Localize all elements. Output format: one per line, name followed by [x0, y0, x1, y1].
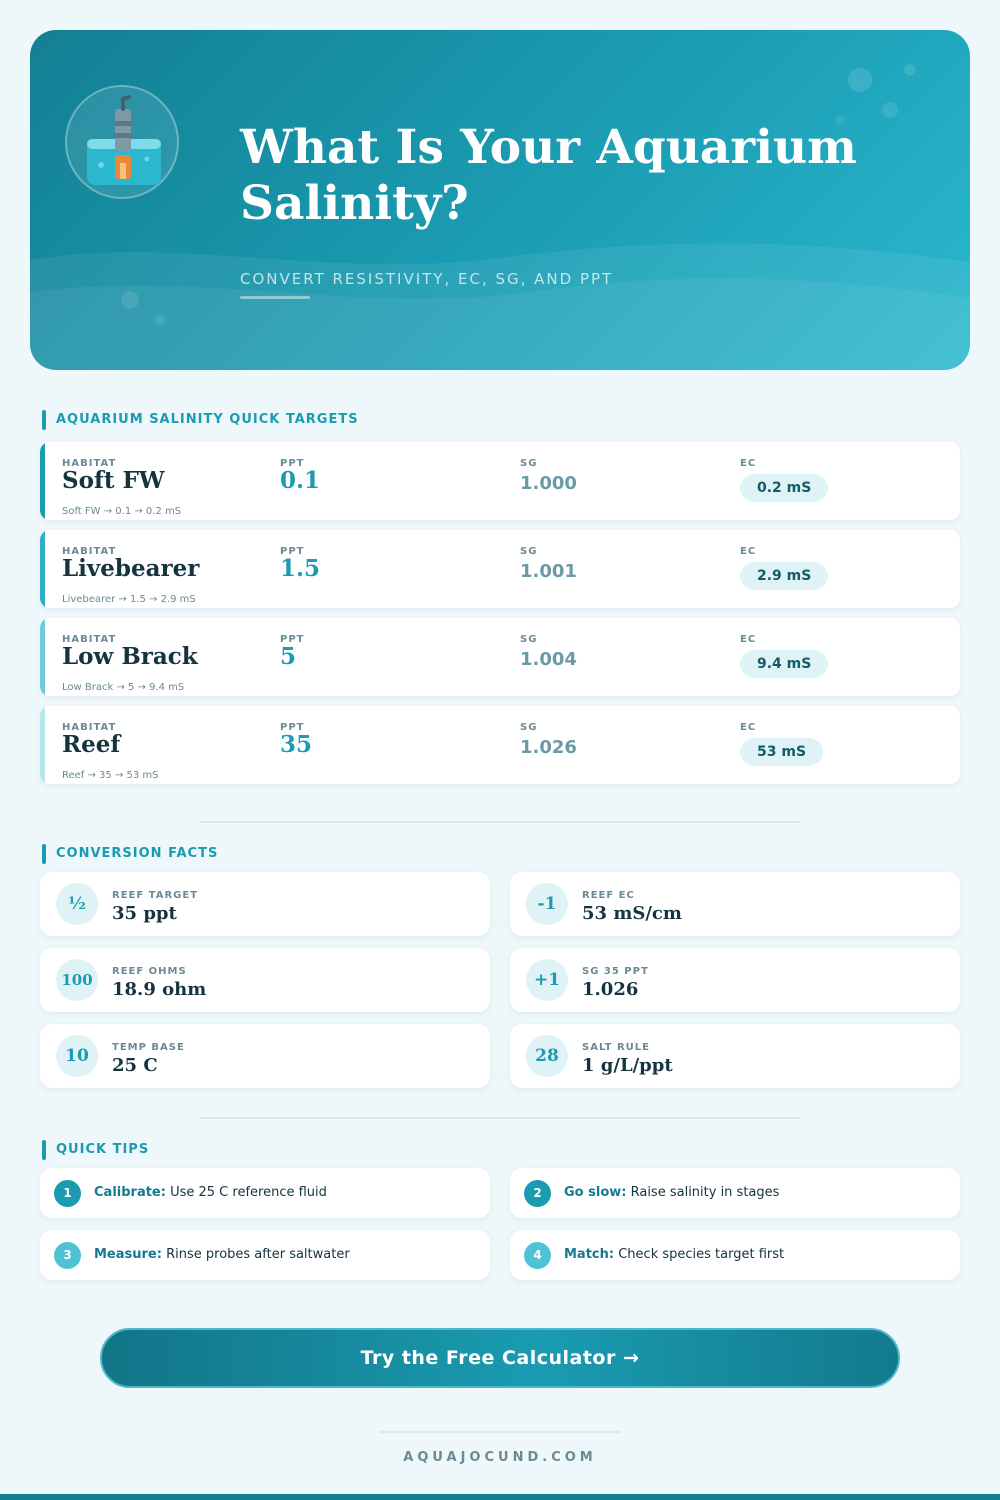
tip-text — [564, 1185, 779, 1200]
fact-badge: 28 — [526, 1035, 568, 1077]
sg-value: 1.004 — [520, 649, 577, 670]
tip-number-badge: 4 — [524, 1242, 551, 1269]
footer-divider — [380, 1431, 620, 1433]
page-title: What Is Your Aquarium Salinity? — [240, 120, 857, 231]
habitat-name: Low Brack — [62, 643, 198, 670]
ppt-label: PPT — [280, 546, 305, 557]
habitat-name: Soft FW — [62, 467, 165, 494]
fact-label: SALT RULE — [582, 1042, 650, 1053]
section-title-tips: QUICK TIPS — [42, 1140, 149, 1160]
row-accent-bar — [40, 530, 45, 608]
row-accent-bar — [40, 442, 45, 520]
ec-value-pill: 2.9 mS — [740, 562, 828, 590]
fact-card — [40, 872, 490, 936]
fact-card — [40, 1024, 490, 1088]
tip-card — [510, 1230, 960, 1280]
habitat-label: HABITAT — [62, 634, 117, 645]
fact-value: 53 mS/cm — [582, 903, 682, 924]
target-row — [40, 442, 960, 520]
ppt-label: PPT — [280, 634, 305, 645]
tip-title: Calibrate: — [94, 1185, 166, 1200]
fact-card — [510, 948, 960, 1012]
tip-text — [94, 1247, 350, 1262]
tip-number-badge: 1 — [54, 1180, 81, 1207]
subtitle-underline — [240, 296, 310, 299]
try-calculator-button[interactable]: Try the Free Calculator → — [100, 1328, 900, 1388]
tip-card — [510, 1168, 960, 1218]
fact-badge: +1 — [526, 959, 568, 1001]
row-accent-bar — [40, 706, 45, 784]
tip-card — [40, 1168, 490, 1218]
ppt-value: 5 — [280, 643, 297, 670]
habitat-label: HABITAT — [62, 546, 117, 557]
sg-label: SG — [520, 546, 538, 557]
fact-value: 1 g/L/ppt — [582, 1055, 673, 1076]
row-summary: Reef → 35 → 53 mS — [62, 770, 159, 781]
sg-value: 1.026 — [520, 737, 577, 758]
target-row — [40, 706, 960, 784]
ec-label: EC — [740, 634, 757, 645]
row-summary: Low Brack → 5 → 9.4 mS — [62, 682, 185, 693]
tip-text — [564, 1247, 784, 1262]
row-accent-bar — [40, 618, 45, 696]
fact-label: REEF EC — [582, 890, 635, 901]
tip-number-badge: 2 — [524, 1180, 551, 1207]
ppt-label: PPT — [280, 722, 305, 733]
ec-label: EC — [740, 458, 757, 469]
fact-label: REEF OHMS — [112, 966, 187, 977]
section-title-facts: CONVERSION FACTS — [42, 844, 218, 864]
section-divider — [200, 821, 800, 823]
ec-label: EC — [740, 546, 757, 557]
tip-card — [40, 1230, 490, 1280]
fact-value: 25 C — [112, 1055, 158, 1076]
sg-label: SG — [520, 722, 538, 733]
salinity-probe-icon — [65, 85, 179, 199]
fact-value: 1.026 — [582, 979, 639, 1000]
fact-card — [510, 872, 960, 936]
fact-label: REEF TARGET — [112, 890, 199, 901]
tip-title: Go slow: — [564, 1185, 627, 1200]
fact-label: SG 35 PPT — [582, 966, 649, 977]
fact-card — [40, 948, 490, 1012]
sg-value: 1.001 — [520, 561, 577, 582]
ec-value-pill: 53 mS — [740, 738, 823, 766]
ec-value-pill: 9.4 mS — [740, 650, 828, 678]
sg-value: 1.000 — [520, 473, 577, 494]
fact-card — [510, 1024, 960, 1088]
habitat-label: HABITAT — [62, 722, 117, 733]
ppt-value: 1.5 — [280, 555, 321, 582]
sg-label: SG — [520, 634, 538, 645]
tip-number-badge: 3 — [54, 1242, 81, 1269]
tip-title: Match: — [564, 1247, 615, 1262]
row-summary: Livebearer → 1.5 → 2.9 mS — [62, 594, 196, 605]
ppt-value: 0.1 — [280, 467, 321, 494]
tip-description: Rinse probes after saltwater — [166, 1247, 350, 1262]
ec-label: EC — [740, 722, 757, 733]
section-title-targets: AQUARIUM SALINITY QUICK TARGETS — [42, 410, 359, 430]
tip-description: Raise salinity in stages — [630, 1185, 780, 1200]
tip-description: Use 25 C reference fluid — [170, 1185, 327, 1200]
fact-badge: 100 — [56, 959, 98, 1001]
ppt-label: PPT — [280, 458, 305, 469]
target-row — [40, 618, 960, 696]
fact-value: 18.9 ohm — [112, 979, 207, 1000]
habitat-name: Reef — [62, 731, 121, 758]
footer-site-link[interactable]: AQUAJOCUND.COM — [403, 1450, 597, 1465]
ppt-value: 35 — [280, 731, 313, 758]
bottom-accent-strip — [0, 1494, 1000, 1500]
fact-badge: 10 — [56, 1035, 98, 1077]
fact-badge: ½ — [56, 883, 98, 925]
target-row — [40, 530, 960, 608]
habitat-name: Livebearer — [62, 555, 200, 582]
ec-value-pill: 0.2 mS — [740, 474, 828, 502]
hero-banner — [30, 30, 970, 370]
habitat-label: HABITAT — [62, 458, 117, 469]
tip-text — [94, 1185, 327, 1200]
fact-value: 35 ppt — [112, 903, 177, 924]
fact-badge: -1 — [526, 883, 568, 925]
tip-title: Measure: — [94, 1247, 162, 1262]
sg-label: SG — [520, 458, 538, 469]
fact-label: TEMP BASE — [112, 1042, 185, 1053]
row-summary: Soft FW → 0.1 → 0.2 mS — [62, 506, 182, 517]
page-subtitle: CONVERT RESISTIVITY, EC, SG, AND PPT — [240, 270, 614, 288]
section-divider — [200, 1117, 800, 1119]
tip-description: Check species target first — [618, 1247, 785, 1262]
